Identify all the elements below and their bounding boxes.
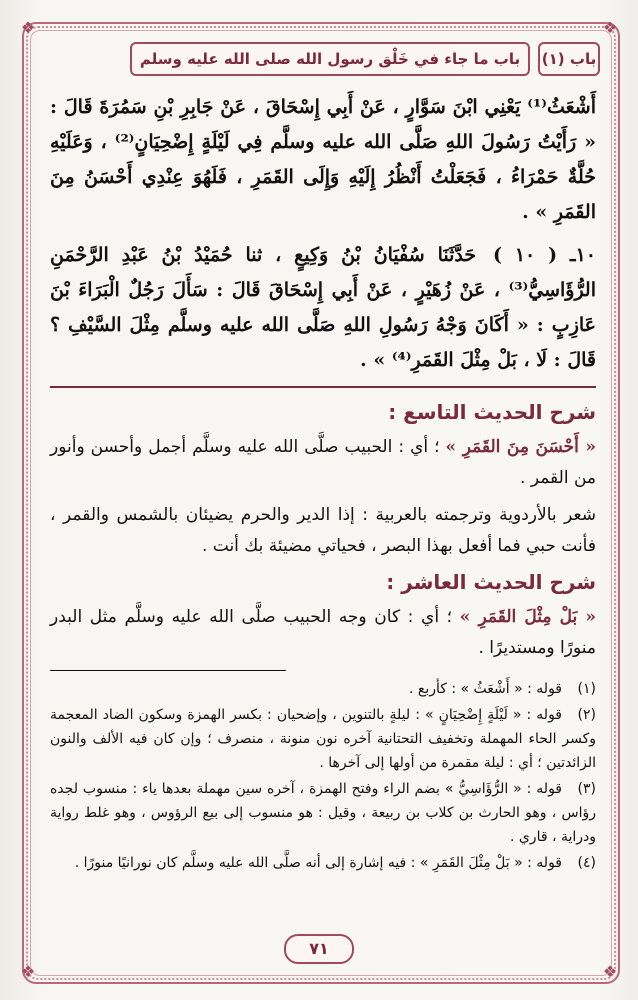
hadith-text xyxy=(50,90,596,378)
sharh-9-quote: « أَحْسَنَ مِنَ القَمَرِ » xyxy=(445,437,596,457)
page-header xyxy=(40,40,600,86)
sharh-10-text: ؛ أي : كان وجه الحبيب صلَّى الله عليه وسلَّم مثل البدر منورًا ومستديرًا . xyxy=(50,607,596,658)
chapter-label: باب (١) xyxy=(538,42,600,76)
footnote-text: قوله : « الرُّؤَاسِيُّ » بضم الراء وفتح الهمزة ، آخره سين مهملة بعدها ياء : منسوب لجده رؤاس ، وهو الحارث بن كلاب بن ربيعة ، وقيل : هو منسوب إلى بيع الرؤوس ، وهو غلط رواية ودراية ، قاري . xyxy=(50,781,596,845)
page-number xyxy=(0,934,638,964)
footnotes xyxy=(50,677,596,875)
sharh-9-text: ؛ أي : الحبيب صلَّى الله عليه وسلَّم أجمل وأحسن وأنور من القمر . xyxy=(50,437,596,488)
footnote xyxy=(50,677,596,701)
sharh-10-heading: شرح الحديث العاشر : xyxy=(386,570,596,594)
hadith-number: ١٠ـ ( ١٠ ) xyxy=(492,244,596,266)
corner-ornament-icon: ❖ xyxy=(602,18,618,37)
footnote-text: قوله : « بَلْ مِثْلَ القَمَرِ » : فيه إشارة إلى أنه صلَّى الله عليه وسلَّم كان نورانيًا منورًا . xyxy=(74,855,562,871)
sharh-10-quote: « بَلْ مِثْلَ القَمَرِ » xyxy=(459,607,596,627)
hadith-10-text: حَدَّثَنَا سُفْيَانُ بْنُ وَكِيعٍ ، ثنا حُمَيْدُ بْنُ عَبْدِ الرَّحْمَنِ الرُّؤَاسِيُّ⁽³⁾ ، عَنْ زُهَيْرٍ ، عَنْ أَبِي إِسْحَاقَ قَالَ : سَأَلَ رَجُلٌ الْبَرَاءَ بْنَ عَازِبٍ : « أَكَانَ وَجْهُ رَسُولِ اللهِ صَلَّى الله عليه وسلَّم مِثْلَ السَّيْفِ ؟ قَالَ : لَا ، بَلْ مِثْلَ القَمَرِ⁽⁴⁾ » . xyxy=(50,244,596,371)
sharh-9-heading: شرح الحديث التاسع : xyxy=(388,400,596,424)
sharh-9 xyxy=(50,398,596,562)
footnote xyxy=(50,851,596,875)
footnote-number: (٤) xyxy=(577,855,596,871)
sharh-10-explanation xyxy=(50,602,596,664)
footnote-number: (٢) xyxy=(577,707,596,723)
footnote xyxy=(50,777,596,849)
hadith-9-continuation: أَشْعَثُ⁽¹⁾ يَعْنِي ابْنَ سَوَّارٍ ، عَنْ أَبِي إِسْحَاقَ ، عَنْ جَابِرِ بْنِ سَمُرَةَ قَالَ : « رَأَيْتُ رَسُولَ اللهِ صَلَّى الله عليه وسلَّم فِي لَيْلَةٍ إِضْحِيَانٍ⁽²⁾ ، وَعَلَيْهِ حُلَّةٌ حَمْرَاءُ ، فَجَعَلْتُ أَنْظُرُ إِلَيْهِ وَإِلَى القَمَرِ ، فَلَهُوَ عِنْدِي أَحْسَنُ مِنَ القَمَرِ » . xyxy=(50,96,596,223)
sharh-10 xyxy=(50,568,596,664)
page-content xyxy=(50,90,596,877)
sharh-9-poem: شعر بالأردوية وترجمته بالعربية : إذا الدير والحرم يضيئان بالشمس والقمر ، فأنت حبي فما أفعل بهذا البصر ، فحياتي مضيئة بك أنت . xyxy=(50,505,596,556)
corner-ornament-icon: ❖ xyxy=(20,962,36,981)
footnote-number: (٣) xyxy=(577,781,596,797)
footnote-text: قوله : « أَشْعَثُ » : كأربع . xyxy=(408,681,562,697)
corner-ornament-icon: ❖ xyxy=(602,962,618,981)
footnote xyxy=(50,703,596,775)
hadith-10 xyxy=(50,238,596,378)
footnote-separator xyxy=(50,670,286,671)
sharh-9-explanation xyxy=(50,432,596,494)
corner-ornament-icon: ❖ xyxy=(20,18,36,37)
page-number-label: ٧١ xyxy=(284,934,354,964)
footnote-text: قوله : « لَيْلَةٍ إِضْحِيَانٍ » : ليلةٍ بالتنوين ، وإضحيان : بكسر الهمزة وسكون الضاد المعجمة وكسر الحاء المهملة وتخفيف التحتانية آخره نون منونة ، منصرف ؛ وإن كان فيه الألف والنون الزائدتين ؛ أي : ليلة مقمرة من أولها إلى آخرها . xyxy=(50,707,596,771)
footnote-number: (١) xyxy=(577,681,596,697)
chapter-title: باب ما جاء في خَلْق رسول الله صلى الله عليه وسلم xyxy=(130,42,530,76)
section-divider xyxy=(50,386,596,388)
